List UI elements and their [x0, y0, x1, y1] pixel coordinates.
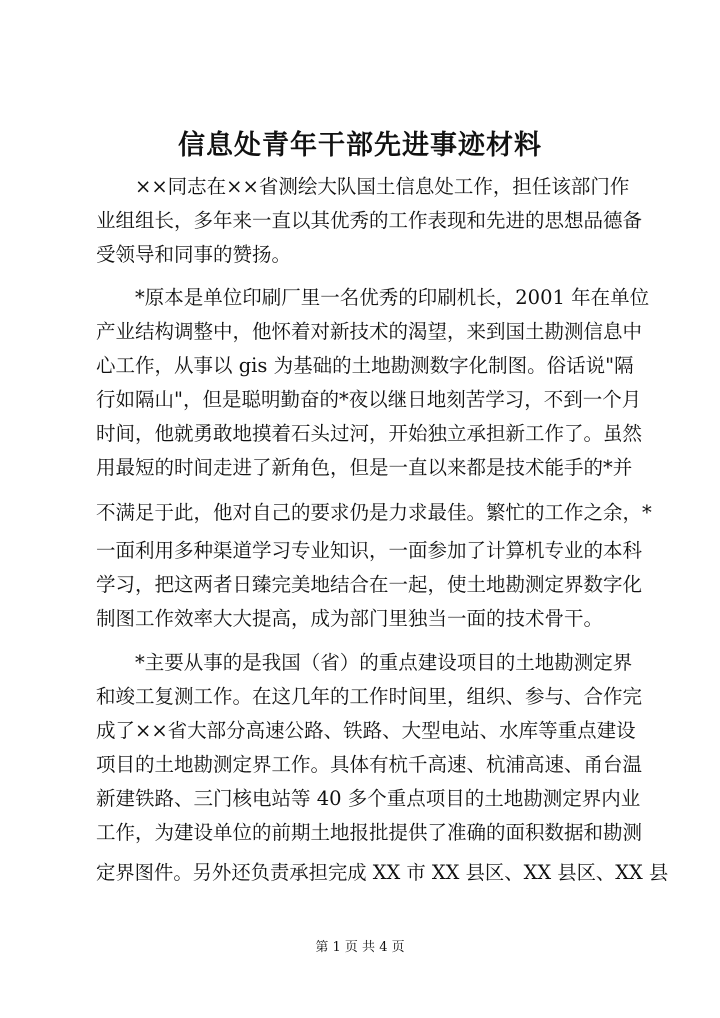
- paragraph-2-line-7: 不满足于此，他对自己的要求仍是力求最佳。繁忙的工作之余，*: [96, 501, 652, 524]
- paragraph-3-line-3: 成了××省大部分高速公路、铁路、大型电站、水库等重点建设: [96, 719, 636, 742]
- document-title: 信息处青年干部先进事迹材料: [178, 130, 542, 161]
- paragraph-2-line-6: 用最短的时间走进了新角色，但是一直以来都是技术能手的*并: [96, 456, 633, 479]
- paragraph-2-line-8: 一面利用多种渠道学习专业知识，一面参加了计算机专业的本科: [96, 539, 643, 562]
- paragraph-1-line-1: ××同志在××省测绘大队国土信息处工作，担任该部门作: [135, 175, 630, 198]
- paragraph-2-line-2: 产业结构调整中，他怀着对新技术的渴望，来到国土勘测信息中: [96, 320, 643, 343]
- paragraph-3-line-7: 定界图件。另外还负责承担完成 XX 市 XX 县区、XX 县区、XX 县: [96, 861, 669, 884]
- paragraph-2-line-3: 心工作，从事以 gis 为基础的土地勘测数字化制图。俗话说"隔: [96, 354, 634, 377]
- paragraph-2-line-9: 学习，把这两者日臻完美地结合在一起，使土地勘测定界数字化: [96, 573, 643, 596]
- paragraph-3-line-5: 新建铁路、三门核电站等 40 多个重点项目的土地勘测定界内业: [96, 787, 641, 810]
- paragraph-2-line-10: 制图工作效率大大提高，成为部门里独当一面的技术骨干。: [96, 607, 604, 630]
- paragraph-3-line-6: 工作，为建设单位的前期土地报批提供了准确的面积数据和勘测: [96, 821, 643, 844]
- paragraph-3-line-4: 项目的土地勘测定界工作。具体有杭千高速、杭浦高速、甬台温: [96, 753, 643, 776]
- paragraph-1-line-2: 业组组长，多年来一直以其优秀的工作表现和先进的思想品德备: [96, 209, 643, 232]
- paragraph-2-line-1: *原本是单位印刷厂里一名优秀的印刷机长，2001 年在单位: [135, 286, 650, 309]
- paragraph-3-line-1: *主要从事的是我国（省）的重点建设项目的土地勘测定界: [135, 651, 633, 674]
- page-number-footer: 第 1 页 共 4 页: [315, 940, 405, 955]
- paragraph-3-line-2: 和竣工复测工作。在这几年的工作时间里，组织、参与、合作完: [96, 685, 643, 708]
- paragraph-1-line-3: 受领导和同事的赞扬。: [96, 243, 292, 266]
- paragraph-2-line-5: 时间，他就勇敢地摸着石头过河，开始独立承担新工作了。虽然: [96, 422, 643, 445]
- paragraph-2-line-4: 行如隔山"，但是聪明勤奋的*夜以继日地刻苦学习，不到一个月: [96, 388, 642, 411]
